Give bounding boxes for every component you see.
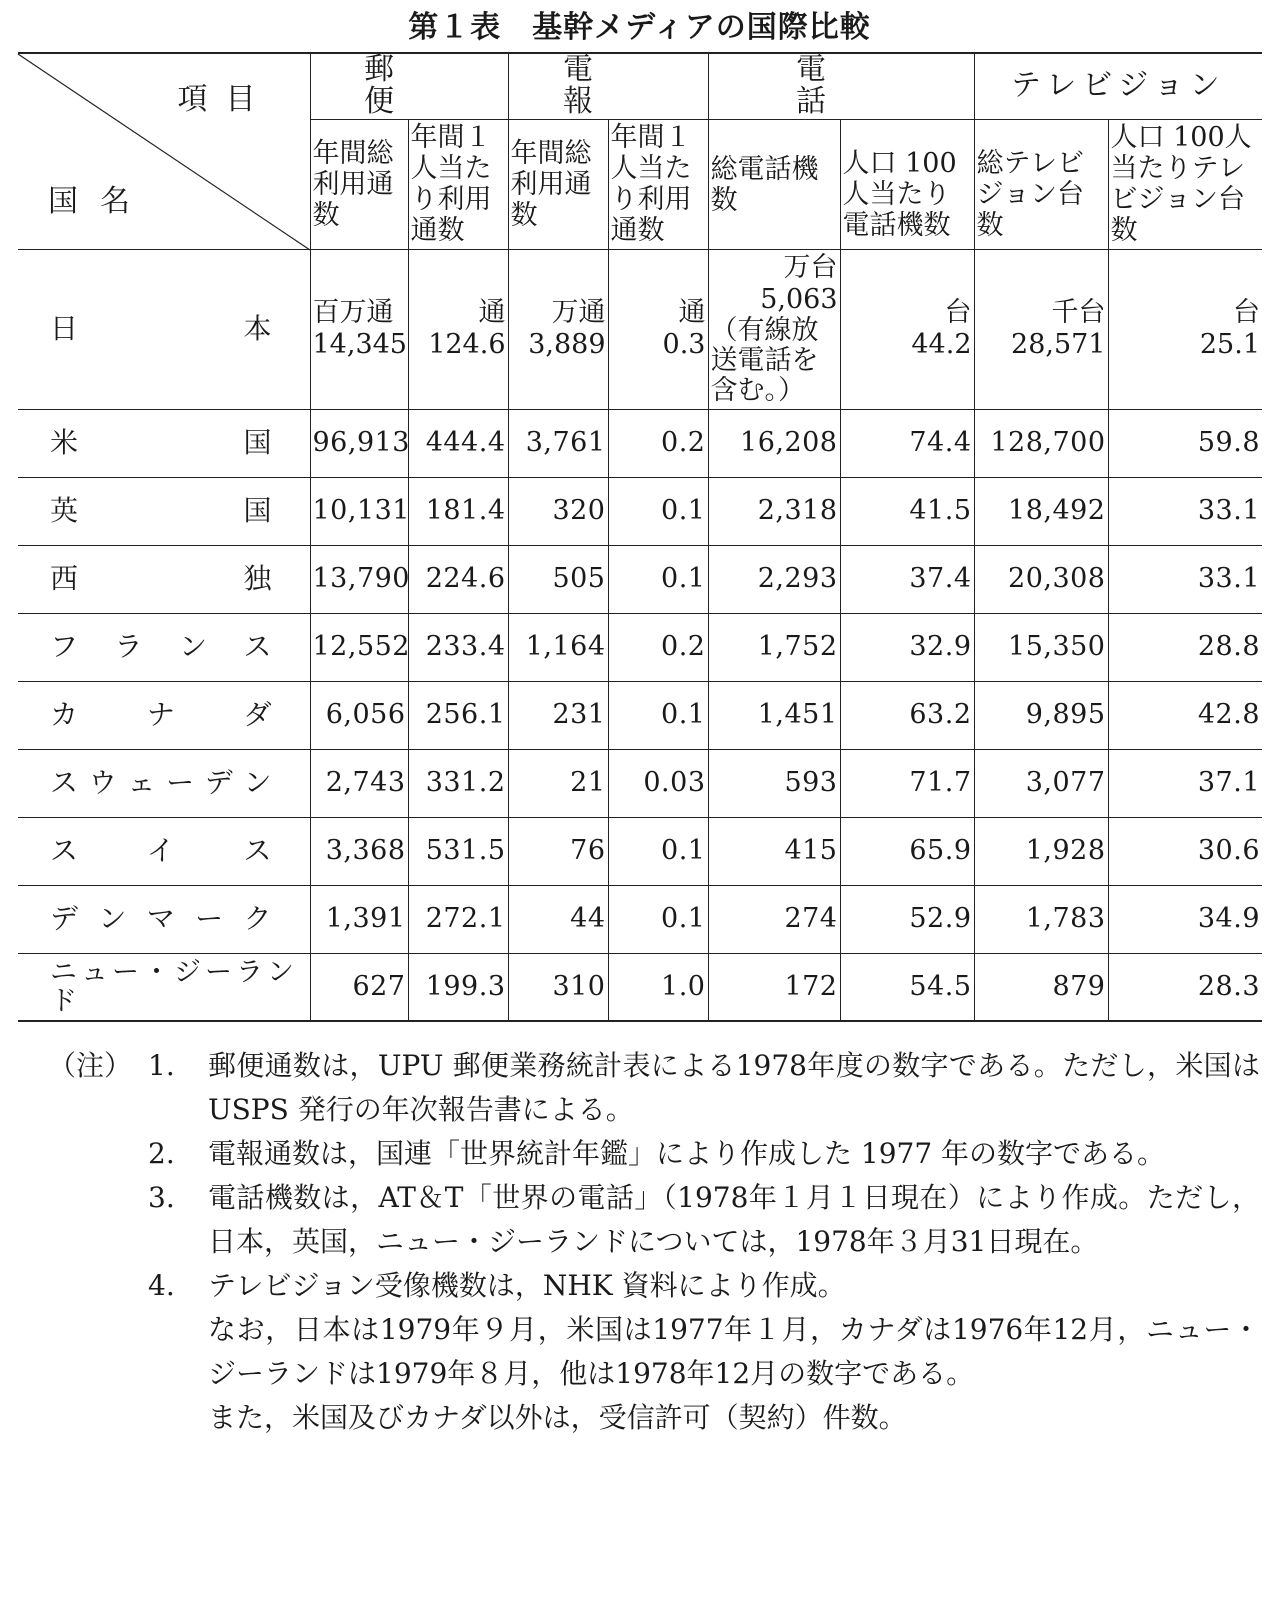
table-cell: 128,700 (974, 409, 1108, 477)
table-cell: 627 (310, 953, 408, 1021)
table-cell: 310 (508, 953, 608, 1021)
subheader-tv-per-100: 人口 100人当たりテレビジョン台数 (1108, 119, 1262, 249)
table-row (18, 613, 1262, 681)
table-cell: 通 124.6 (408, 249, 508, 409)
table-cell: 76 (508, 817, 608, 885)
table-cell: 3,368 (310, 817, 408, 885)
table-cell: 2,293 (708, 545, 840, 613)
country-name: 西 独 (18, 545, 310, 613)
table-cell: 0.2 (608, 613, 708, 681)
table-cell: 12,552 (310, 613, 408, 681)
table-cell: 224.6 (408, 545, 508, 613)
subheader-post-total: 年間総利用通数 (310, 119, 408, 249)
table-cell: 531.5 (408, 817, 508, 885)
table-cell: 65.9 (840, 817, 974, 885)
table-cell: 96,913 (310, 409, 408, 477)
table-row (18, 749, 1262, 817)
group-header-post: 郵 便 (310, 53, 508, 119)
table-title: 第１表 基幹メディアの国際比較 (408, 10, 871, 45)
table-cell: 18,492 (974, 477, 1108, 545)
country-name: ス ウ ェ ー デ ン (18, 749, 310, 817)
table-row (18, 477, 1262, 545)
table-cell: 74.4 (840, 409, 974, 477)
table-cell: 59.8 (1108, 409, 1262, 477)
corner-country-label: 国名 (48, 184, 152, 219)
table-cell: 274 (708, 885, 840, 953)
table-cell: 33.1 (1108, 477, 1262, 545)
country-name: ニュー・ジーランド (18, 953, 310, 1021)
table-cell: 41.5 (840, 477, 974, 545)
table-cell: 71.7 (840, 749, 974, 817)
table-row (18, 817, 1262, 885)
table-cell: 0.1 (608, 681, 708, 749)
table-cell: 通 0.3 (608, 249, 708, 409)
group-header-television: テレビジョン (974, 53, 1262, 119)
table-cell: 34.9 (1108, 885, 1262, 953)
table-cell: 233.4 (408, 613, 508, 681)
corner-item-label: 項目 (177, 82, 274, 117)
table-cell: 593 (708, 749, 840, 817)
footnotes (48, 1044, 1260, 1440)
table-cell: 万通 3,889 (508, 249, 608, 409)
table-cell: 1,391 (310, 885, 408, 953)
table-cell: 10,131 (310, 477, 408, 545)
table-cell: 万台 5,063 （有線放送電話を含む。） (708, 249, 840, 409)
subheader-telegram-total: 年間総利用通数 (508, 119, 608, 249)
table-cell: 百万通 14,345 (310, 249, 408, 409)
country-name: フ ラ ン ス (18, 613, 310, 681)
table-cell: 16,208 (708, 409, 840, 477)
table-cell: 6,056 (310, 681, 408, 749)
table-cell: 15,350 (974, 613, 1108, 681)
subheader-phone-total: 総電話機数 (708, 119, 840, 249)
note-item: 2. 電報通数は，国連「世界統計年鑑」により作成した 1977 年の数字である。 (148, 1137, 1166, 1170)
table-cell: 32.9 (840, 613, 974, 681)
table-row (18, 953, 1262, 1021)
table-cell: 1.0 (608, 953, 708, 1021)
table-cell: 30.6 (1108, 817, 1262, 885)
table-cell: 台 44.2 (840, 249, 974, 409)
subheader-post-per-capita: 年間１人当たり利用通数 (408, 119, 508, 249)
table-cell: 2,743 (310, 749, 408, 817)
table-cell: 2,318 (708, 477, 840, 545)
table-cell: 44 (508, 885, 608, 953)
table-row (18, 681, 1262, 749)
country-name: 英 国 (18, 477, 310, 545)
table-row (18, 885, 1262, 953)
phone-note: （有線放送電話を含む。） (710, 315, 819, 406)
table-cell: 63.2 (840, 681, 974, 749)
table-cell: 37.1 (1108, 749, 1262, 817)
table-cell: 52.9 (840, 885, 974, 953)
table-cell: 0.1 (608, 545, 708, 613)
subheader-phone-per-100: 人口 100人当たり電話機数 (840, 119, 974, 249)
table-cell: 1,451 (708, 681, 840, 749)
note-extra: また，米国及びカナダ以外は，受信許可（契約）件数。 (208, 1401, 907, 1434)
table-cell: 172 (708, 953, 840, 1021)
note-item: 1. 郵便通数は，UPU 郵便業務統計表による1978年度の数字である。ただし，米国は USPS 発行の年次報告書による。 (148, 1049, 1260, 1126)
table-cell: 272.1 (408, 885, 508, 953)
table-cell: 879 (974, 953, 1108, 1021)
country-name: カ ナ ダ (18, 681, 310, 749)
group-header-telephone: 電 話 (708, 53, 974, 119)
table-cell: 21 (508, 749, 608, 817)
table-cell: 0.1 (608, 477, 708, 545)
table-row (18, 249, 1262, 409)
country-name: 米 国 (18, 409, 310, 477)
table-cell: 0.1 (608, 817, 708, 885)
group-header-telegram: 電 報 (508, 53, 708, 119)
note-item: 4. テレビジョン受像機数は，NHK 資料により作成。 (148, 1269, 846, 1302)
table-cell: 1,164 (508, 613, 608, 681)
table-cell: 9,895 (974, 681, 1108, 749)
table-cell: 13,790 (310, 545, 408, 613)
table-row (18, 409, 1262, 477)
table-cell: 199.3 (408, 953, 508, 1021)
table-cell: 181.4 (408, 477, 508, 545)
media-comparison-table (18, 52, 1262, 1022)
subheader-tv-total: 総テレビジョン台数 (974, 119, 1108, 249)
table-cell: 28.8 (1108, 613, 1262, 681)
table-cell: 256.1 (408, 681, 508, 749)
note-extra: なお，日本は1979年９月，米国は1977年１月，カナダは1976年12月，ニュー・ジーランドは1979年８月，他は1978年12月の数字である。 (208, 1313, 1260, 1390)
table-row (18, 545, 1262, 613)
table-cell: 0.2 (608, 409, 708, 477)
table-cell: 505 (508, 545, 608, 613)
table-cell: 台 25.1 (1108, 249, 1262, 409)
table-cell: 1,928 (974, 817, 1108, 885)
note-item: 3. 電話機数は，AT＆T「世界の電話」（1978年１月１日現在）により作成。ただし，日本，英国，ニュー・ジーランドについては，1978年３月31日現在。 (148, 1181, 1260, 1258)
table-cell: 3,761 (508, 409, 608, 477)
subheader-telegram-per-capita: 年間１人当たり利用通数 (608, 119, 708, 249)
table-cell: 20,308 (974, 545, 1108, 613)
table-cell: 331.2 (408, 749, 508, 817)
table-cell: 37.4 (840, 545, 974, 613)
table-cell: 1,752 (708, 613, 840, 681)
country-name: ス イ ス (18, 817, 310, 885)
table-cell: 1,783 (974, 885, 1108, 953)
country-name: デ ン マ ー ク (18, 885, 310, 953)
country-name: 日 本 (18, 249, 310, 409)
table-cell: 231 (508, 681, 608, 749)
notes-label: （注） (48, 1049, 133, 1082)
table-cell: 千台 28,571 (974, 249, 1108, 409)
table-cell: 33.1 (1108, 545, 1262, 613)
table-cell: 0.03 (608, 749, 708, 817)
table-cell: 42.8 (1108, 681, 1262, 749)
table-cell: 54.5 (840, 953, 974, 1021)
table-cell: 0.1 (608, 885, 708, 953)
table-cell: 444.4 (408, 409, 508, 477)
table-cell: 3,077 (974, 749, 1108, 817)
table-cell: 320 (508, 477, 608, 545)
corner-header (18, 53, 310, 249)
table-cell: 415 (708, 817, 840, 885)
table-cell: 28.3 (1108, 953, 1262, 1021)
